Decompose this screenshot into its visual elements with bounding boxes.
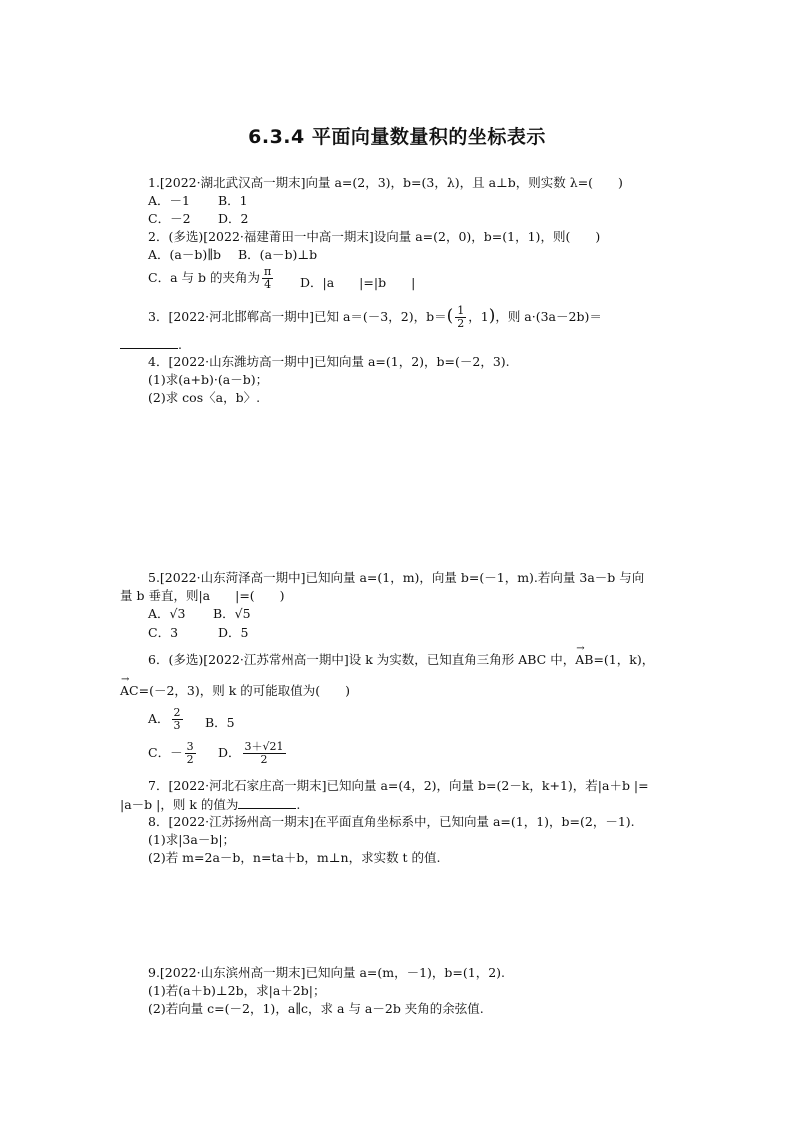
question-5-option-d: D．5: [218, 625, 249, 640]
question-8-part-2: (2)若 m=2a－b，n=ta＋b，m⊥n，求实数 t 的值.: [148, 850, 441, 865]
question-8-stem: 8．[2022·江苏扬州高一期末]在平面直角坐标系中，已知向量 a=(1，1)，b=(2，－1).: [148, 814, 635, 829]
question-6-option-c: [148, 741, 198, 766]
question-6-stem-line-1: [148, 652, 654, 668]
fraction-numerator: 3: [186, 740, 194, 753]
question-6-option-d: [218, 741, 288, 766]
question-2-option-d: D．|a |=|b |: [300, 275, 416, 290]
question-5-option-b: B．√5: [213, 606, 251, 621]
question-1-option-b: B．1: [218, 193, 248, 208]
question-1-stem: 1.[2022·湖北武汉高一期末]向量 a=(2，3)，b=(3，λ)，且 a⊥b，则实数 λ=( ): [148, 175, 623, 190]
fraction-numerator: π: [263, 265, 272, 278]
option-c-letter: C．－: [148, 745, 183, 760]
option-a-fraction: [172, 707, 183, 732]
question-1-option-a: A．－1: [148, 193, 190, 208]
option-d-fraction: [243, 741, 286, 766]
question-6-option-b: B．5: [205, 715, 235, 730]
question-5-stem-line-1: 5.[2022·山东菏泽高一期中]已知向量 a=(1，m)，向量 b=(－1，m).若向量 3a－b 与向: [148, 570, 645, 585]
question-7-text: |a－b |，则 k 的值为: [120, 797, 239, 812]
question-2-stem: 2．(多选)[2022·福建莆田一中高一期末]设向量 a=(2，0)，b=(1，1)，则( ): [148, 229, 601, 244]
vector-ac-value: =(－2，3)，则 k 的可能取值为( ): [138, 683, 351, 698]
fraction-denominator: 2: [457, 317, 465, 330]
question-3-text-b: ，1: [468, 309, 489, 324]
question-6-option-a: [148, 707, 185, 732]
option-c-fraction: [185, 741, 196, 766]
question-8-part-1: (1)求|3a－b|；: [148, 832, 236, 847]
option-a-letter: A．: [148, 711, 170, 726]
angle-fraction: [262, 266, 273, 291]
vector-ab-value: =(1，k)，: [593, 652, 655, 667]
question-4-part-2: (2)求 cos〈a，b〉.: [148, 390, 261, 405]
question-2-option-c-text: C．a 与 b 的夹角为: [148, 270, 260, 285]
question-3-answer-blank[interactable]: .: [120, 336, 182, 353]
fraction-denominator: 4: [264, 278, 272, 291]
question-9-stem: 9.[2022·山东滨州高一期末]已知向量 a=(m，－1)，b=(1，2).: [148, 965, 506, 980]
question-3-text-c: ，则 a·(3a－2b)＝: [495, 309, 602, 324]
fraction-numerator: 2: [173, 706, 181, 719]
question-1-option-c: C．－2: [148, 211, 191, 226]
question-7-stem-line-1: 7．[2022·河北石家庄高一期末]已知向量 a=(4，2)，向量 b=(2－k，k+1)，若|a＋b |=: [148, 778, 649, 793]
fraction-denominator: 2: [186, 753, 194, 766]
question-6-text: 6．(多选)[2022·江苏常州高一期中]设 k 为实数，已知直角三角形 ABC 中，: [148, 652, 576, 667]
question-5-option-a: A．√3: [148, 606, 186, 621]
question-3-stem: [148, 305, 602, 330]
vector-ac-label: → AC: [120, 683, 139, 699]
b-fraction: [455, 305, 466, 330]
question-4-part-1: (1)求(a+b)·(a－b)；: [148, 372, 269, 387]
fraction-numerator: 1: [457, 304, 465, 317]
page-title: 6.3.4 平面向量数量积的坐标表示: [248, 126, 546, 148]
question-2-option-c: [148, 266, 275, 291]
fraction-denominator: 2: [260, 753, 268, 766]
question-7-stem-line-2: |a－b |，则 k 的值为 .: [120, 797, 301, 812]
question-4-stem: 4．[2022·山东潍坊高一期中]已知向量 a=(1，2)，b=(－2，3).: [148, 354, 510, 369]
vector-ab-label: → AB: [575, 652, 593, 668]
question-5-option-c: C．3: [148, 625, 179, 640]
option-d-letter: D．: [218, 745, 241, 760]
question-3-text-a: 3．[2022·河北邯郸高一期中]已知 a＝(－3，2)，b＝: [148, 309, 447, 324]
question-5-stem-line-2: 量 b 垂直，则|a |=( ): [120, 588, 285, 603]
question-9-part-2: (2)若向量 c=(－2，1)，a∥c，求 a 与 a－2b 夹角的余弦值.: [148, 1001, 484, 1016]
question-2-option-b: B．(a－b)⊥b: [238, 247, 318, 262]
left-paren: (: [446, 306, 454, 326]
fraction-numerator: 3＋√21: [244, 740, 284, 753]
question-9-part-1: (1)若(a＋b)⊥2b，求|a＋2b|；: [148, 983, 326, 998]
right-paren: ): [488, 306, 496, 326]
question-2-option-a: A．(a－b)∥b: [148, 247, 222, 262]
question-1-option-d: D．2: [218, 211, 249, 226]
question-7-answer-blank[interactable]: [238, 796, 296, 809]
question-6-stem-line-2: [120, 683, 350, 699]
fraction-denominator: 3: [173, 719, 181, 732]
